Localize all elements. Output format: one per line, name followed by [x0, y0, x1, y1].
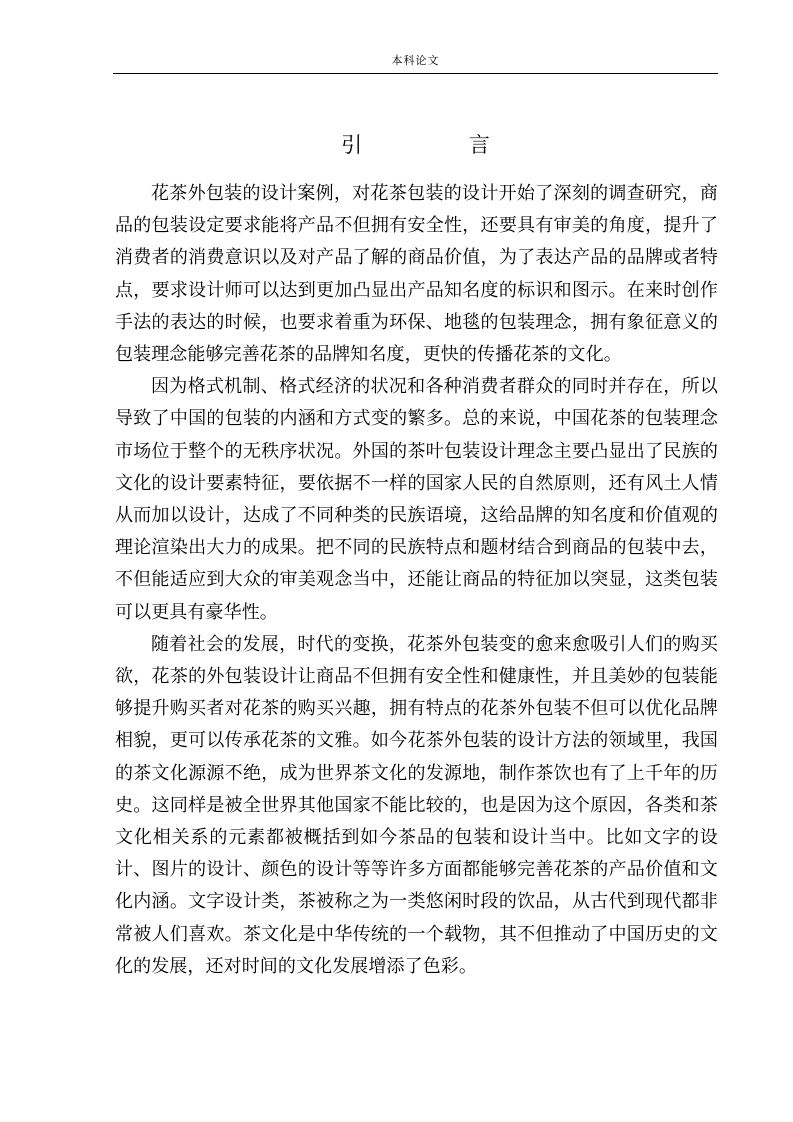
body-text — [115, 178, 718, 983]
running-header: 本科论文 — [391, 54, 440, 67]
paragraph: 花茶外包装的设计案例，对花茶包装的设计开始了深刻的调查研究，商品的包装设定要求能将产品不但拥有安全性，还要具有审美的角度，提升了消费者的消费意识以及对产品了解的商品价值，为了表达产品的品牌或者特点，要求设计师可以达到更加凸显出产品知名度的标识和图示。在来时创作手法的表达的时候，也要求着重为环保、地毯的包装理念，拥有象征意义的包装理念能够完善花茶的品牌知名度，更快的传播花茶的文化。 — [115, 183, 718, 366]
paragraph: 随着社会的发展，时代的变换，花茶外包装变的愈来愈吸引人们的购买欲，花茶的外包装设计让商品不但拥有安全性和健康性，并且美妙的包装能够提升购买者对花茶的购买兴趣，拥有特点的花茶外包装不但可以优化品牌相貌，更可以传承花茶的文雅。如今花茶外包装的设计方法的领域里，我国的茶文化源源不绝，成为世界茶文化的发源地，制作茶饮也有了上千年的历史。这同样是被全世界其他国家不能比较的，也是因为这个原因，各类和茶文化相关系的元素都被概括到如今茶品的包装和设计当中。比如文字的设计、图片的设计、颜色的设计等等许多方面都能够完善花茶的产品价值和文化内涵。文字设计类，茶被称之为一类悠闲时段的饮品，从古代到现代都非常被人们喜欢。茶文化是中华传统的一个载物，其不但推动了中国历史的文化的发展，还对时间的文化发展增添了色彩。 — [115, 633, 718, 977]
section-title: 引 言 — [341, 133, 540, 157]
paragraph: 因为格式机制、格式经济的状况和各种消费者群众的同时并存在，所以导致了中国的包装的内涵和方式变的繁多。总的来说，中国花茶的包装理念市场位于整个的无秩序状况。外国的茶叶包装设计理念主要凸显出了民族的文化的设计要素特征，要依据不一样的国家人民的自然原则，还有风土人情从而加以设计，达成了不同种类的民族语境，这给品牌的知名度和价值观的理论渲染出大力的成果。把不同的民族特点和题材结合到商品的包装中去，不但能适应到大众的审美观念当中，还能让商品的特征加以突显，这类包装可以更具有豪华性。 — [115, 376, 718, 623]
header-divider — [113, 73, 718, 74]
